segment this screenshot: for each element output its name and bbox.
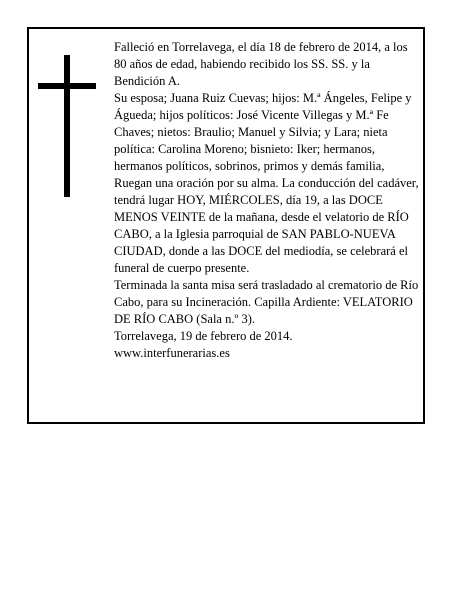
- cross-vertical-bar: [64, 55, 70, 197]
- paragraph-cremation: Terminada la santa misa será trasladado al crematorio de Río Cabo, para su Incineración. Capilla Ardiente: VELATORIO DE RÍO CABO (Sala n.º 3).: [114, 278, 419, 326]
- website-link[interactable]: www.interfunerarias.es: [114, 346, 230, 360]
- paragraph-funeral-details: Ruegan una oración por su alma. La conducción del cadáver, tendrá lugar HOY, MIÉRCOLES, día 19, a las DOCE MENOS VEINTE de la mañana, desde el velatorio de RÍO CABO, a la Iglesia parroquial de SAN PABLO-NUEVA CIUDAD, donde a las DOCE del mediodía, se celebrará el funeral de cuerpo presente.: [114, 176, 419, 275]
- paragraph-family: Su esposa; Juana Ruiz Cuevas; hijos: M.ª Ángeles, Felipe y Águeda; hijos políticos: José Vicente Villegas y M.ª Fe Chaves; nietos: Braulio; Manuel y Silvia; y Lara; nieta política: Carolina Moreno; bisnieto: Iker; hermanos, hermanos políticos, sobrinos, primos y demás familia,: [114, 91, 412, 173]
- paragraph-place-date: Torrelavega, 19 de febrero de 2014.: [114, 329, 293, 343]
- cross-horizontal-bar: [38, 83, 96, 89]
- obituary-text: [114, 39, 419, 362]
- paragraph-death-announcement: Falleció en Torrelavega, el día 18 de febrero de 2014, a los 80 años de edad, habiendo recibido los SS. SS. y la Bendición A.: [114, 40, 408, 88]
